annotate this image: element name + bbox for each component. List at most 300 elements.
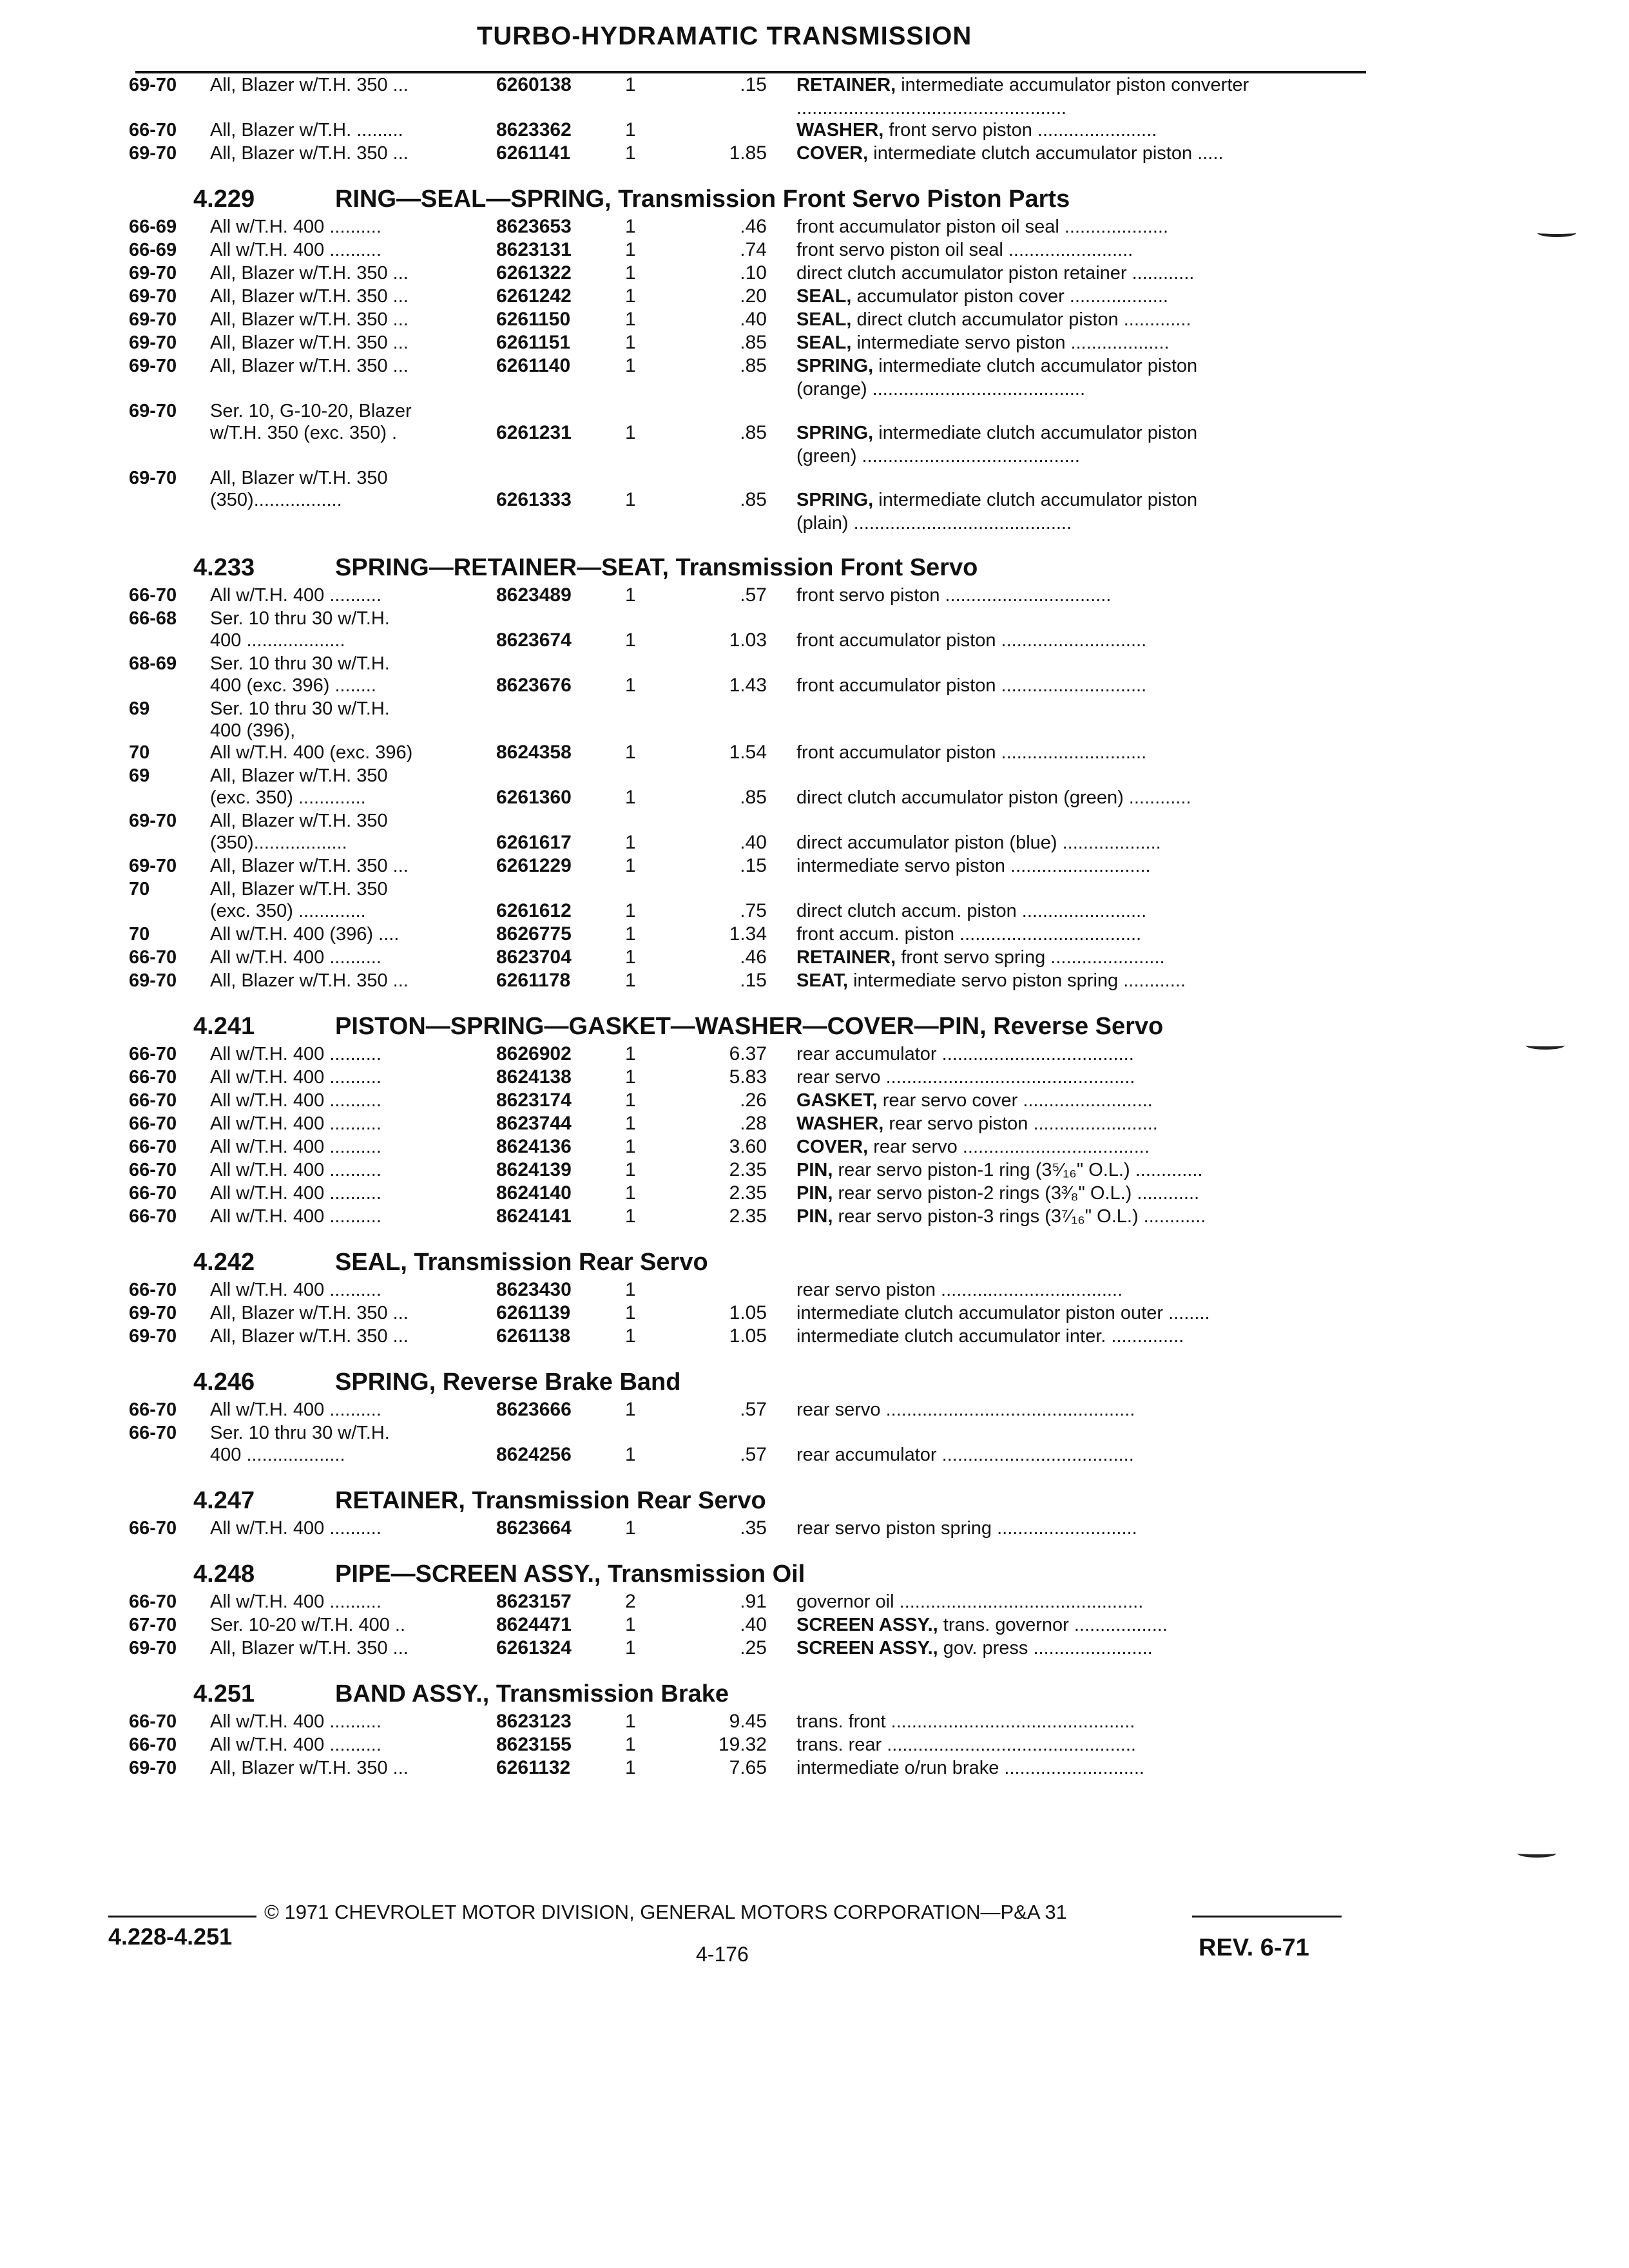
- part-row: [0, 741, 1629, 764]
- model-application: (exc. 350) .............: [210, 901, 366, 921]
- part-detail: rear servo cover .........................: [877, 1090, 1153, 1111]
- part-number: 8623653: [496, 216, 572, 237]
- section-number: 4.242: [193, 1249, 255, 1276]
- section-title: SPRING—RETAINER—SEAT, Transmission Front Servo: [335, 554, 978, 581]
- part-detail: intermediate clutch accumulator inter. ..............: [796, 1326, 1184, 1347]
- model-application: All w/T.H. 400 ..........: [210, 1591, 381, 1612]
- part-description: [796, 584, 1364, 607]
- model-application: All w/T.H. 400 ..........: [210, 585, 381, 606]
- part-detail: trans. front ...............................................: [796, 1711, 1135, 1732]
- model-years: 69-70: [129, 75, 177, 95]
- model-years: 69-70: [129, 1638, 177, 1658]
- model-years: 69-70: [129, 1758, 177, 1778]
- part-number: 6261333: [496, 489, 572, 510]
- quantity: 1: [625, 1399, 636, 1420]
- section-title: SPRING, Reverse Brake Band: [335, 1369, 681, 1396]
- part-number: 8623674: [496, 629, 572, 651]
- quantity: 1: [625, 489, 636, 510]
- model-application: (350).................: [210, 490, 342, 510]
- part-name: SPRING,: [796, 490, 874, 510]
- part-row: [0, 697, 1629, 719]
- part-description: [796, 946, 1364, 969]
- part-row: [0, 1325, 1629, 1348]
- model-years: 66-69: [129, 216, 177, 237]
- part-row: [0, 1398, 1629, 1421]
- part-number: 6261229: [496, 855, 572, 876]
- model-application: All, Blazer w/T.H. 350 ...: [210, 309, 409, 330]
- model-application: All, Blazer w/T.H. 350: [210, 468, 388, 488]
- part-detail: intermediate servo piston spring ............: [848, 970, 1186, 991]
- price: .75: [740, 900, 767, 921]
- model-years: 66-70: [129, 1280, 177, 1300]
- part-description: [796, 421, 1364, 445]
- quantity: 1: [625, 422, 636, 443]
- part-row: [0, 1066, 1629, 1089]
- part-detail: trans. governor ..................: [938, 1615, 1168, 1635]
- price: 19.32: [718, 1734, 767, 1755]
- part-row: [0, 969, 1629, 992]
- model-years: 69: [129, 698, 150, 719]
- part-detail: direct clutch accum. piston ........................: [796, 901, 1147, 921]
- model-application: (350)..................: [210, 832, 347, 853]
- part-detail: accumulator piston cover ...................: [851, 286, 1168, 307]
- section-spacer: [0, 1780, 1629, 1798]
- part-detail: direct clutch accumulator piston retainer ............: [796, 263, 1195, 284]
- price: 1.05: [729, 1302, 767, 1323]
- part-row: [0, 878, 1629, 899]
- quantity: 1: [625, 309, 636, 330]
- part-row: [0, 1637, 1629, 1660]
- section-heading: [0, 1010, 1629, 1043]
- quantity: 1: [625, 855, 636, 876]
- part-description: [796, 1733, 1364, 1756]
- part-detail: rear accumulator .....................................: [796, 1445, 1134, 1465]
- part-number: 8624140: [496, 1182, 572, 1204]
- part-detail: intermediate o/run brake ...........................: [796, 1758, 1144, 1778]
- part-description: [796, 674, 1364, 697]
- revision: REV. 6-71: [1199, 1934, 1309, 1961]
- part-description: [796, 1158, 1364, 1182]
- quantity: 1: [625, 1066, 636, 1088]
- model-years: 69-70: [129, 856, 177, 876]
- model-application: w/T.H. 350 (exc. 350) .: [210, 423, 398, 443]
- part-name: SEAT,: [796, 970, 849, 991]
- part-name: SEAL,: [796, 332, 852, 353]
- section-title: BAND ASSY., Transmission Brake: [335, 1680, 729, 1707]
- section-number: 4.233: [193, 554, 255, 581]
- model-application: All w/T.H. 400 ..........: [210, 1280, 381, 1300]
- price: .40: [740, 832, 767, 853]
- part-name: SCREEN ASSY.,: [796, 1615, 938, 1635]
- part-description: [796, 1398, 1364, 1421]
- price: .85: [740, 422, 767, 443]
- model-application: All, Blazer w/T.H. 350 ...: [210, 1326, 409, 1347]
- part-number: 8624136: [496, 1136, 572, 1157]
- model-years: 69-70: [129, 811, 177, 831]
- section-title: PISTON—SPRING—GASKET—WASHER—COVER—PIN, Reverse Servo: [335, 1013, 1164, 1040]
- part-description: [796, 1637, 1364, 1660]
- part-detail: intermediate accumulator piston converter: [896, 75, 1249, 95]
- quantity: 1: [625, 1614, 636, 1635]
- part-number: 8624141: [496, 1206, 572, 1227]
- part-description: [796, 969, 1364, 992]
- part-number: 8623362: [496, 119, 572, 140]
- part-description: [796, 1135, 1364, 1158]
- model-application: All w/T.H. 400 ..........: [210, 216, 381, 237]
- price: .10: [740, 262, 767, 284]
- model-application: All w/T.H. 400 ..........: [210, 1711, 381, 1732]
- model-years: 66-70: [129, 947, 177, 968]
- part-number: 6261140: [496, 355, 571, 376]
- price: .35: [740, 1517, 767, 1539]
- part-name: SEAL,: [796, 309, 852, 330]
- part-detail: intermediate clutch accumulator piston: [873, 423, 1198, 443]
- part-row: [0, 421, 1629, 445]
- model-application: Ser. 10 thru 30 w/T.H.: [210, 653, 390, 674]
- model-years: 66-70: [129, 585, 177, 606]
- quantity: 1: [625, 1279, 636, 1300]
- quantity: 1: [625, 332, 636, 353]
- model-years: 69-70: [129, 468, 177, 488]
- part-number: 6261132: [496, 1757, 571, 1778]
- quantity: 1: [625, 1113, 636, 1134]
- quantity: 1: [625, 1090, 636, 1111]
- section-number: 4.241: [193, 1013, 255, 1040]
- part-description: [796, 215, 1364, 238]
- model-application: All w/T.H. 400 ..........: [210, 1160, 381, 1180]
- quantity: 1: [625, 216, 636, 237]
- price: 1.54: [729, 742, 767, 763]
- model-years: 69: [129, 765, 150, 786]
- quantity: 1: [625, 262, 636, 284]
- model-application: All w/T.H. 400 ..........: [210, 1399, 381, 1420]
- part-row: [0, 1158, 1629, 1182]
- price: .40: [740, 1614, 767, 1635]
- page-number: 4-176: [696, 1943, 749, 1966]
- part-number: 8623174: [496, 1090, 572, 1111]
- section-heading: [0, 1485, 1629, 1517]
- binder-mark: [1526, 1041, 1565, 1050]
- quantity: 1: [625, 142, 636, 164]
- part-number: 8623744: [496, 1113, 572, 1134]
- section-number: 4.251: [193, 1680, 255, 1707]
- part-number: 8624256: [496, 1444, 572, 1465]
- model-application: Ser. 10 thru 30 w/T.H.: [210, 698, 390, 719]
- section-spacer: [0, 992, 1629, 1010]
- part-detail: rear servo ................................................: [796, 1067, 1135, 1088]
- part-description: [796, 1089, 1364, 1112]
- model-application: 400 ...................: [210, 1445, 345, 1465]
- price: .46: [740, 216, 767, 237]
- part-description: [796, 786, 1364, 809]
- quantity: 1: [625, 947, 636, 968]
- part-detail: front servo piston ................................: [796, 585, 1112, 606]
- part-row: [0, 1710, 1629, 1733]
- model-application: All w/T.H. 400 ..........: [210, 1735, 381, 1755]
- part-row: [0, 445, 1629, 466]
- part-row: [0, 652, 1629, 674]
- part-detail: ....................................................: [796, 98, 1066, 119]
- part-name: RETAINER,: [796, 75, 896, 95]
- part-row: [0, 142, 1629, 165]
- part-row: [0, 466, 1629, 488]
- price: .85: [740, 355, 767, 376]
- model-application: All w/T.H. 400 ..........: [210, 1044, 381, 1064]
- part-detail: rear servo piston ........................: [883, 1113, 1158, 1134]
- part-row: [0, 512, 1629, 533]
- part-description: [796, 1278, 1364, 1302]
- part-row: [0, 809, 1629, 831]
- part-row: [0, 1756, 1629, 1780]
- part-name: COVER,: [796, 143, 869, 164]
- section-heading: [0, 552, 1629, 584]
- model-application: All, Blazer w/T.H. 350 ...: [210, 143, 409, 164]
- footer-rule-right: [1192, 1916, 1342, 1917]
- quantity: 1: [625, 832, 636, 853]
- group-range: 4.228-4.251: [108, 1923, 233, 1950]
- quantity: 1: [625, 1302, 636, 1323]
- price: 5.83: [729, 1066, 767, 1088]
- model-application: All, Blazer w/T.H. 350 ...: [210, 1758, 409, 1778]
- part-row: [0, 1421, 1629, 1443]
- model-application: Ser. 10-20 w/T.H. 400 ..: [210, 1615, 406, 1635]
- model-application: All w/T.H. 400 ..........: [210, 240, 381, 260]
- price: .20: [740, 285, 767, 307]
- model-application: All w/T.H. 400 ..........: [210, 1090, 381, 1111]
- model-years: 66-70: [129, 1044, 177, 1064]
- part-row: [0, 97, 1629, 119]
- model-application: All, Blazer w/T.H. 350 ...: [210, 1638, 409, 1658]
- part-row: [0, 1112, 1629, 1135]
- part-row: [0, 923, 1629, 946]
- part-number: 8623430: [496, 1279, 572, 1300]
- model-application: All, Blazer w/T.H. 350 ...: [210, 856, 409, 876]
- part-number: 8624471: [496, 1614, 572, 1635]
- part-description: [796, 488, 1364, 512]
- part-detail: direct clutch accumulator piston .............: [851, 309, 1191, 330]
- part-row: [0, 1135, 1629, 1158]
- part-detail: intermediate clutch accumulator piston: [873, 490, 1198, 510]
- part-description: [796, 1066, 1364, 1089]
- quantity: 1: [625, 1043, 636, 1064]
- section-heading: [0, 1366, 1629, 1398]
- part-number: 6261141: [496, 142, 571, 164]
- price: 1.05: [729, 1325, 767, 1347]
- section-number: 4.247: [193, 1487, 255, 1514]
- model-application: All, Blazer w/T.H. 350 ...: [210, 1303, 409, 1323]
- part-row: [0, 584, 1629, 607]
- part-number: 6260138: [496, 74, 572, 95]
- model-application: All w/T.H. 400 ..........: [210, 1137, 381, 1157]
- part-description: [796, 1443, 1364, 1466]
- model-years: 66-70: [129, 1113, 177, 1134]
- part-description: [796, 741, 1364, 764]
- part-detail: governor oil ...............................................: [796, 1591, 1144, 1612]
- section-spacer: [0, 1540, 1629, 1558]
- part-detail: front accum. piston ...................................: [796, 924, 1142, 945]
- part-row: [0, 1205, 1629, 1228]
- part-name: PIN,: [796, 1160, 833, 1180]
- part-detail: rear servo ....................................: [868, 1137, 1150, 1157]
- part-row: [0, 629, 1629, 652]
- model-application: All, Blazer w/T.H. .........: [210, 120, 403, 140]
- model-years: 66-70: [129, 1183, 177, 1204]
- part-description: [796, 97, 1364, 120]
- price: 1.03: [729, 629, 767, 651]
- part-description: [796, 899, 1364, 923]
- parts-list: [0, 73, 1629, 1813]
- part-detail: intermediate servo piston ...........................: [796, 856, 1151, 876]
- price: 1.85: [729, 142, 767, 164]
- quantity: 1: [625, 900, 636, 921]
- quantity: 1: [625, 629, 636, 651]
- part-description: [796, 1613, 1364, 1637]
- model-years: 66-70: [129, 1591, 177, 1612]
- part-number: 8623123: [496, 1711, 572, 1732]
- section-heading: [0, 1678, 1629, 1710]
- part-number: 8623666: [496, 1399, 572, 1420]
- section-number: 4.246: [193, 1369, 255, 1396]
- model-years: 66-70: [129, 1518, 177, 1539]
- part-number: 8623704: [496, 947, 572, 968]
- section-heading: [0, 1246, 1629, 1278]
- part-detail: direct accumulator piston (blue) ...................: [796, 832, 1161, 853]
- quantity: 1: [625, 119, 636, 140]
- part-detail: intermediate clutch accumulator piston: [873, 356, 1198, 376]
- quantity: 1: [625, 1757, 636, 1778]
- part-row: [0, 1182, 1629, 1205]
- quantity: 1: [625, 355, 636, 376]
- part-name: PIN,: [796, 1206, 833, 1227]
- price: 6.37: [729, 1043, 767, 1064]
- part-description: [796, 378, 1364, 401]
- model-application: 400 (exc. 396) ........: [210, 675, 376, 696]
- price: 7.65: [729, 1757, 767, 1778]
- price: 3.60: [729, 1136, 767, 1157]
- quantity: 1: [625, 675, 636, 696]
- part-name: WASHER,: [796, 1113, 884, 1134]
- part-detail: intermediate clutch accumulator piston .....: [868, 143, 1224, 164]
- part-detail: gov. press .......................: [938, 1638, 1153, 1658]
- quantity: 1: [625, 285, 636, 307]
- part-number: 6261139: [496, 1302, 571, 1323]
- model-application: Ser. 10 thru 30 w/T.H.: [210, 608, 390, 629]
- quantity: 1: [625, 1206, 636, 1227]
- part-number: 8624138: [496, 1066, 572, 1088]
- model-years: 66-69: [129, 240, 177, 260]
- part-description: [796, 262, 1364, 285]
- part-row: [0, 378, 1629, 399]
- part-number: 8624358: [496, 742, 572, 763]
- quantity: 2: [625, 1591, 636, 1612]
- quantity: 1: [625, 1517, 636, 1539]
- section-heading: [0, 183, 1629, 215]
- model-years: 66-70: [129, 1206, 177, 1227]
- part-name: SEAL,: [796, 286, 852, 307]
- model-application: All, Blazer w/T.H. 350 ...: [210, 75, 409, 95]
- quantity: 1: [625, 1136, 636, 1157]
- binder-mark: [1537, 229, 1576, 237]
- model-years: 68-69: [129, 653, 177, 674]
- part-description: [796, 1205, 1364, 1228]
- part-number: 6261612: [496, 900, 572, 921]
- model-years: 69-70: [129, 401, 177, 421]
- part-detail: rear servo piston spring ...........................: [796, 1518, 1137, 1539]
- part-number: 6261360: [496, 787, 572, 808]
- part-row: [0, 946, 1629, 969]
- model-years: 70: [129, 924, 150, 945]
- model-years: 66-70: [129, 120, 177, 140]
- section-title: SEAL, Transmission Rear Servo: [335, 1249, 708, 1276]
- part-detail: rear servo ................................................: [796, 1399, 1135, 1420]
- model-application: All, Blazer w/T.H. 350 ...: [210, 263, 409, 284]
- part-detail: rear servo piston-2 rings (3³⁄₈" O.L.) ............: [833, 1183, 1200, 1204]
- quantity: 1: [625, 1159, 636, 1180]
- quantity: 1: [625, 239, 636, 260]
- part-description: [796, 308, 1364, 331]
- copyright-notice: © 1971 CHEVROLET MOTOR DIVISION, GENERAL MOTORS CORPORATION—P&A 31: [264, 1901, 1067, 1923]
- part-row: [0, 899, 1629, 923]
- part-description: [796, 854, 1364, 878]
- part-number: 8624139: [496, 1159, 572, 1180]
- part-name: GASKET,: [796, 1090, 878, 1111]
- model-application: Ser. 10 thru 30 w/T.H.: [210, 1423, 390, 1443]
- part-row: [0, 1089, 1629, 1112]
- part-number: 6261231: [496, 422, 572, 443]
- model-years: 69-70: [129, 263, 177, 284]
- part-detail: front accumulator piston ............................: [796, 742, 1147, 763]
- section-spacer: [0, 533, 1629, 552]
- footer-rule-left: [108, 1916, 256, 1917]
- part-name: SPRING,: [796, 356, 874, 376]
- section-heading: [0, 1558, 1629, 1590]
- part-description: [796, 1302, 1364, 1325]
- model-application: All, Blazer w/T.H. 350: [210, 811, 388, 831]
- quantity: 1: [625, 74, 636, 95]
- part-row: [0, 1443, 1629, 1466]
- part-name: RETAINER,: [796, 947, 896, 968]
- model-application: All, Blazer w/T.H. 350 ...: [210, 332, 409, 353]
- price: .40: [740, 309, 767, 330]
- part-number: 6261138: [496, 1325, 571, 1347]
- model-application: All, Blazer w/T.H. 350: [210, 765, 388, 786]
- part-detail: intermediate servo piston ...................: [851, 332, 1170, 353]
- part-description: [796, 445, 1364, 468]
- price: .46: [740, 947, 767, 968]
- model-years: 66-68: [129, 608, 177, 629]
- price: .74: [740, 239, 767, 260]
- part-row: [0, 1733, 1629, 1756]
- quantity: 1: [625, 1637, 636, 1658]
- part-row: [0, 73, 1629, 97]
- part-row: [0, 1043, 1629, 1066]
- part-number: 8623157: [496, 1591, 572, 1612]
- section-spacer: [0, 1348, 1629, 1366]
- part-description: [796, 1756, 1364, 1780]
- quantity: 1: [625, 923, 636, 945]
- part-description: [796, 1043, 1364, 1066]
- part-number: 8623489: [496, 584, 572, 606]
- part-description: [796, 629, 1364, 652]
- section-spacer: [0, 165, 1629, 183]
- part-row: [0, 1517, 1629, 1540]
- part-name: PIN,: [796, 1183, 833, 1204]
- price: .28: [740, 1113, 767, 1134]
- quantity: 1: [625, 1325, 636, 1347]
- part-row: [0, 285, 1629, 308]
- part-detail: front servo piston .......................: [883, 120, 1157, 140]
- model-years: 69-70: [129, 286, 177, 307]
